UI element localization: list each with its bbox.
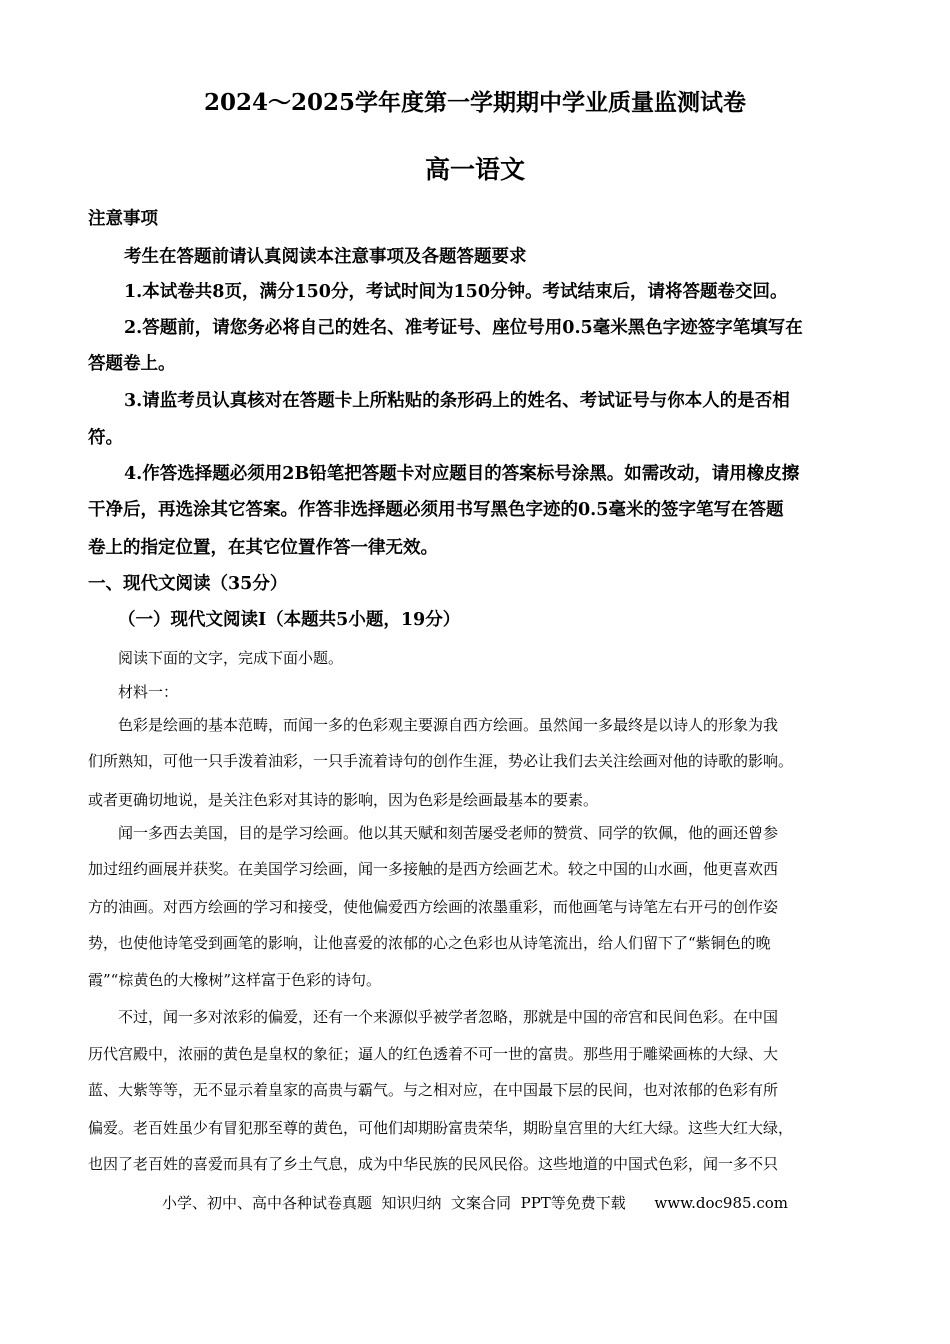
subject-title: 高一语文 bbox=[424, 155, 525, 184]
passage-line: 势，也使他诗笔受到画笔的影响，让他喜爱的浓郁的心之色彩也从诗笔流出，给人们留下了“紫铜色的晚 bbox=[88, 934, 771, 952]
subsection-heading: （一）现代文阅读Ⅰ（本题共5小题，19分） bbox=[118, 610, 461, 630]
passage-line: 或者更确切地说，是关注色彩对其诗的影响，因为色彩是绘画最基本的要素。 bbox=[88, 791, 599, 809]
passage-line: 偏爱。老百姓虽少有冒犯那至尊的黄色，可他们却期盼富贵荣华，期盼皇宫里的大红大绿。这些大红大绿， bbox=[88, 1119, 794, 1137]
passage-line: 蓝、大紫等等，无不显示着皇家的高贵与霸气。与之相对应，在中国最下层的民间，也对浓郁的色彩有所 bbox=[88, 1081, 779, 1099]
passage-line: 霞”“棕黄色的大橡树”这样富于色彩的诗句。 bbox=[88, 971, 382, 989]
notice-line: 卷上的指定位置，在其它位置作答一律无效。 bbox=[88, 538, 438, 558]
passage-line: 历代宫殿中，浓丽的黄色是皇权的象征；逼人的红色透着不可一世的富贵。那些用于雕梁画栋的大绿、大 bbox=[88, 1045, 779, 1063]
material-label: 材料一： bbox=[118, 683, 179, 701]
notice-heading: 注意事项 bbox=[88, 209, 158, 229]
notice-line: 答题卷上。 bbox=[88, 354, 176, 374]
passage-line: 方的油画。对西方绘画的学习和接受，使他偏爱西方绘画的浓墨重彩，而他画笔与诗笔左右开弓的创作姿 bbox=[88, 898, 779, 916]
passage-line: 色彩是绘画的基本范畴，而闻一多的色彩观主要源自西方绘画。虽然闻一多最终是以诗人的形象为我 bbox=[118, 716, 779, 734]
section-heading: 一、现代文阅读（35分） bbox=[88, 574, 288, 594]
passage-line: 不过，闻一多对浓彩的偏爱，还有一个来源似乎被学者忽略，那就是中国的帝宫和民间色彩。在中国 bbox=[118, 1008, 779, 1026]
notice-line: 1.本试卷共8页，满分150分，考试时间为150分钟。考试结束后，请将答题卷交回。 bbox=[124, 282, 788, 302]
passage-line: 也因了老百姓的喜爱而具有了乡土气息，成为中华民族的民风民俗。这些地道的中国式色彩，闻一多不只 bbox=[88, 1155, 779, 1173]
notice-line: 2.答题前，请您务必将自己的姓名、准考证号、座位号用0.5毫米黑色字迹签字笔填写在 bbox=[124, 318, 803, 338]
page-footer: 小学、初中、高中各种试卷真题 知识归纳 文案合同 PPT等免费下载 www.doc985.com bbox=[161, 1194, 788, 1212]
exam-title: 2024～2025学年度第一学期期中学业质量监测试卷 bbox=[203, 89, 747, 116]
reading-instruction: 阅读下面的文字，完成下面小题。 bbox=[118, 649, 344, 667]
notice-intro: 考生在答题前请认真阅读本注意事项及各题答题要求 bbox=[124, 247, 527, 267]
notice-line: 干净后，再选涂其它答案。作答非选择题必须用书写黑色字迹的0.5毫米的签字笔写在答题 bbox=[88, 500, 784, 520]
passage-line: 们所熟知，可他一只手泼着油彩，一只手流着诗句的创作生涯，势必让我们去关注绘画对他的诗歌的影响。 bbox=[88, 752, 794, 770]
notice-line: 4.作答选择题必须用2B铅笔把答题卡对应题目的答案标号涂黑。如需改动，请用橡皮擦 bbox=[124, 464, 800, 484]
passage-line: 闻一多西去美国，目的是学习绘画。他以其天赋和刻苦屡受老师的赞赏、同学的钦佩，他的画还曾参 bbox=[118, 824, 779, 842]
notice-line: 符。 bbox=[88, 428, 123, 448]
passage-line: 加过纽约画展并获奖。在美国学习绘画，闻一多接触的是西方绘画艺术。较之中国的山水画，他更喜欢西 bbox=[88, 860, 779, 878]
notice-line: 3.请监考员认真核对在答题卡上所粘贴的条形码上的姓名、考试证号与你本人的是否相 bbox=[124, 391, 790, 411]
